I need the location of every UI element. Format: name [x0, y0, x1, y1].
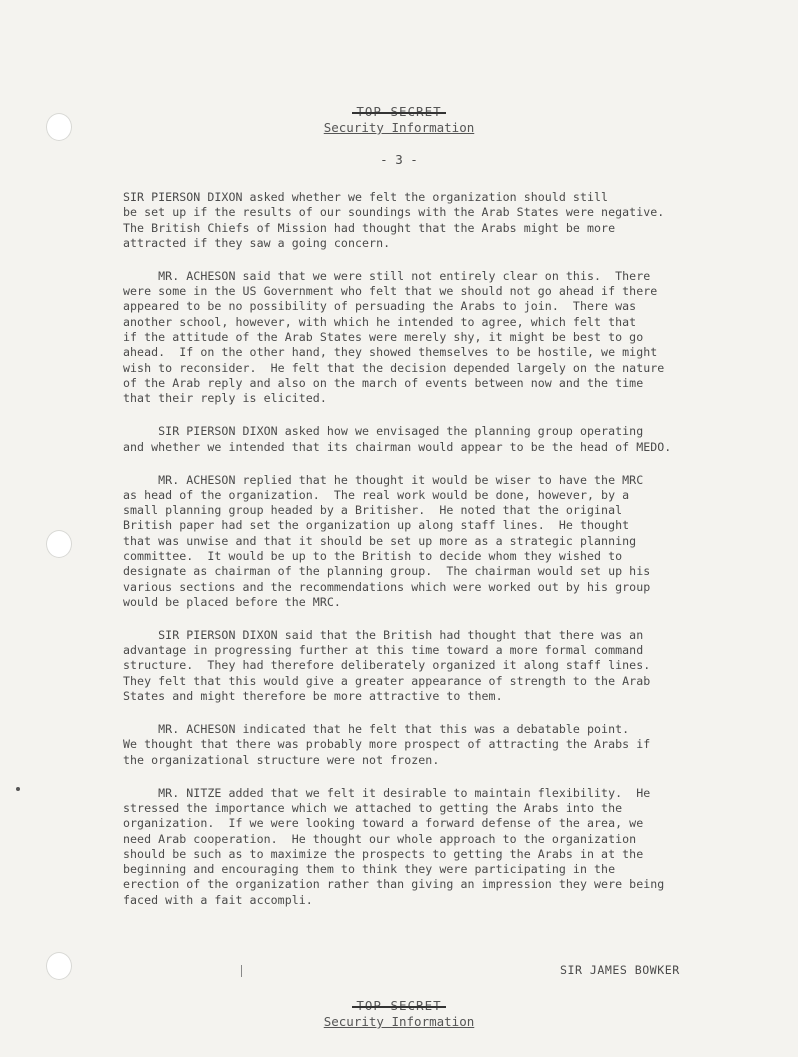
footer-control-marking: Security Information: [323, 1014, 475, 1029]
paragraph-1: SIR PIERSON DIXON asked whether we felt the organization should still be set up if the results of our soundings with the Arab States were negative. The British Chiefs of Mission had thought that the Arabs might be more attracted if they saw a going concern.: [123, 190, 665, 250]
paragraph-6: MR. ACHESON indicated that he felt that this was a debatable point. We thought that there was probably more prospect of attracting the Arabs if the organizational structure were not frozen.: [123, 722, 651, 767]
signature-speaker: SIR JAMES BOWKER: [560, 963, 680, 977]
header-classification-block: [0, 104, 798, 136]
page-number: - 3 -: [380, 152, 418, 167]
margin-mark: [241, 965, 242, 977]
footer-classification: [356, 998, 441, 1014]
header-classification: [356, 104, 441, 120]
footer-classification-block: [0, 998, 798, 1030]
binder-hole-bottom: [46, 952, 72, 980]
paragraph-5: SIR PIERSON DIXON said that the British had thought that there was an advantage in progressing further at this time toward a more formal command structure. They had therefore deliberately organized it along staff lines. They felt that this would give a greater appearance of strength to the Arab States and might therefore be more attractive to them.: [123, 627, 651, 704]
header-control-marking: Security Information: [323, 120, 475, 135]
memo-body: [123, 190, 773, 926]
scan-speck: [16, 787, 20, 791]
paragraph-3: SIR PIERSON DIXON asked how we envisaged the planning group operating and whether we intended that its chairman would appear to be the head of MEDO.: [123, 424, 672, 454]
paragraph-4: MR. ACHESON replied that he thought it would be wiser to have the MRC as head of the organization. The real work would be done, however, by a small planning group headed by a Britisher. He noted that the original British paper had set the organization up along staff lines. He thought that was unwise and that it should be set up more as a strategic planning committee. It would be up to the British to decide whom they wished to designate as chairman of the planning group. The chairman would set up his various sections and the recommendations which were worked out by his group would be placed before the MRC.: [123, 472, 651, 609]
binder-hole-middle: [46, 530, 72, 558]
paragraph-2: MR. ACHESON said that we were still not entirely clear on this. There were some in the US Government who felt that we should not go ahead if there appeared to be no possibility of persuading the Arabs to join. There was another school, however, with which he intended to agree, which felt that if the attitude of the Arab States were merely shy, it might be best to go ahead. If on the other hand, they showed themselves to be hostile, we might wish to reconsider. He felt that the decision depended largely on the nature of the Arab reply and also on the march of events between now and the time that their reply is elicited.: [123, 268, 665, 406]
paragraph-7: MR. NITZE added that we felt it desirable to maintain flexibility. He stressed the importance which we attached to getting the Arabs into the organization. If we were looking toward a forward defense of the area, we need Arab cooperation. He thought our whole approach to the organization should be such as to maximize the prospects to getting the Arabs in at the beginning and encouraging them to think they were participating in the erection of the organization rather than giving an impression they were being faced with a fait accompli.: [123, 785, 665, 907]
